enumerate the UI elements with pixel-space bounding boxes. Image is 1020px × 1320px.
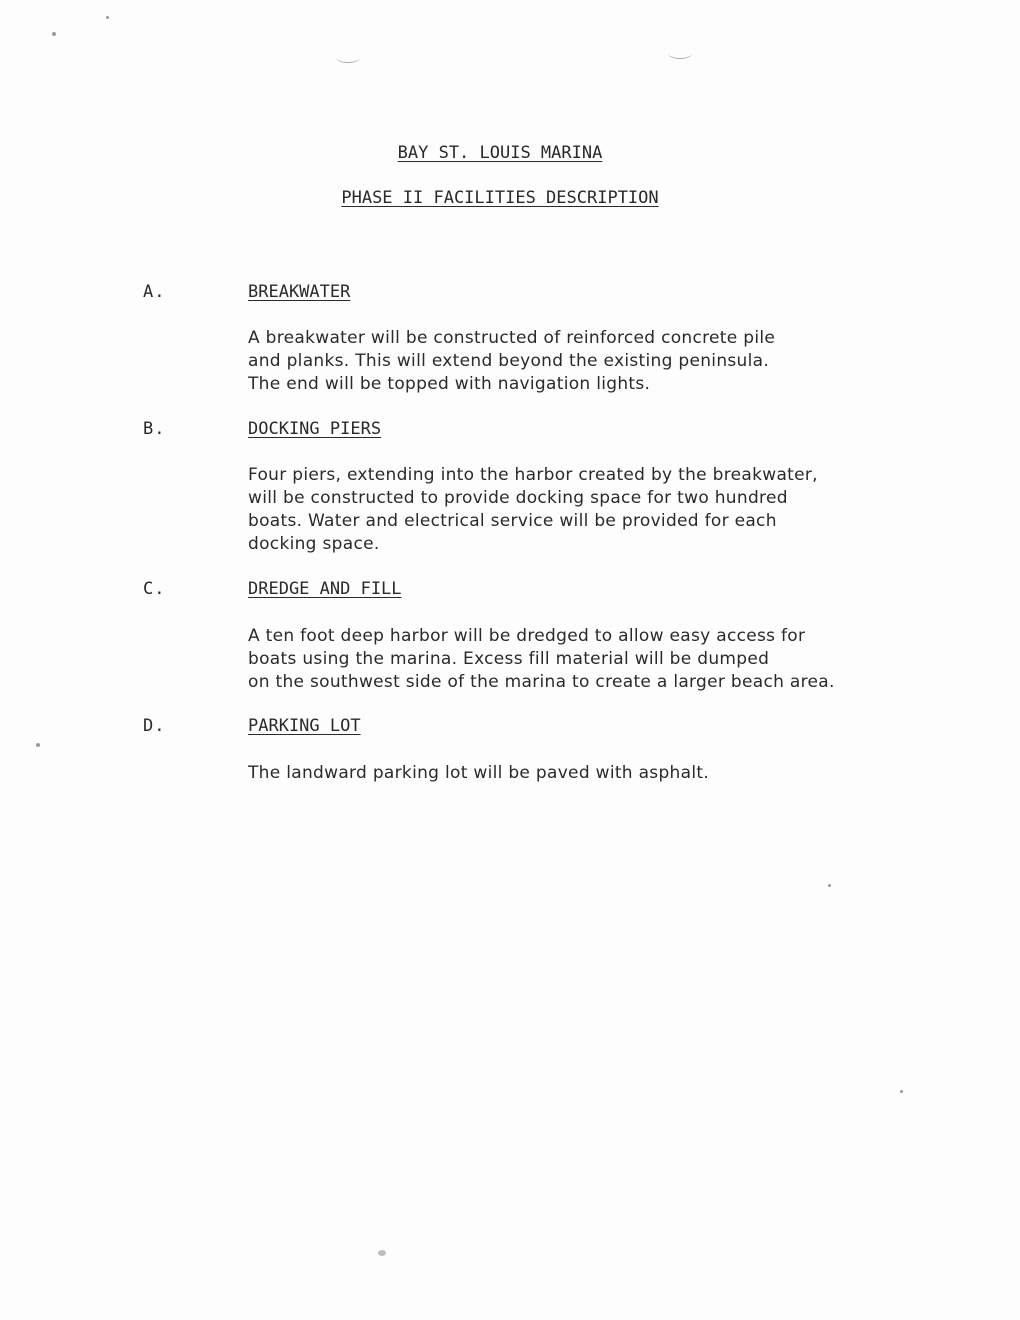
body-line: will be constructed to provide docking space for two hundred <box>248 488 788 508</box>
body-line: on the southwest side of the marina to create a larger beach area. <box>248 672 835 692</box>
scan-speck <box>828 884 831 887</box>
body-line: boats. Water and electrical service will be provided for each <box>248 511 777 531</box>
body-line: A ten foot deep harbor will be dredged to allow easy access for <box>248 626 806 646</box>
scan-speck <box>106 16 109 19</box>
scan-speck <box>52 32 56 36</box>
body-line: A breakwater will be constructed of reinforced concrete pile <box>248 328 776 348</box>
section-body <box>248 762 928 785</box>
section-letter: B. <box>143 419 166 439</box>
body-line: boats using the marina. Excess fill material will be dumped <box>248 649 770 669</box>
scan-speck <box>36 743 40 747</box>
section-heading: DOCKING PIERS <box>248 419 382 439</box>
section-letter: D. <box>143 716 166 736</box>
section-body <box>248 464 928 556</box>
document-title: BAY ST. LOUIS MARINA <box>397 143 603 163</box>
section-letter: A. <box>143 282 166 302</box>
body-line: docking space. <box>248 534 380 554</box>
section-heading: PARKING LOT <box>248 716 361 736</box>
document-subtitle: PHASE II FACILITIES DESCRIPTION <box>341 188 659 208</box>
section-heading: BREAKWATER <box>248 282 351 302</box>
body-line: Four piers, extending into the harbor created by the breakwater, <box>248 465 818 485</box>
section-letter: C. <box>143 579 166 599</box>
body-line: and planks. This will extend beyond the existing peninsula. <box>248 351 770 371</box>
punch-mark <box>336 52 360 63</box>
scan-speck <box>900 1090 903 1093</box>
body-line: The landward parking lot will be paved with asphalt. <box>248 763 710 783</box>
scan-speck <box>378 1250 386 1256</box>
section-heading: DREDGE AND FILL <box>248 579 402 599</box>
body-line: The end will be topped with navigation lights. <box>248 374 651 394</box>
section-body <box>248 327 928 396</box>
punch-mark <box>668 48 692 59</box>
section-body <box>248 625 928 694</box>
